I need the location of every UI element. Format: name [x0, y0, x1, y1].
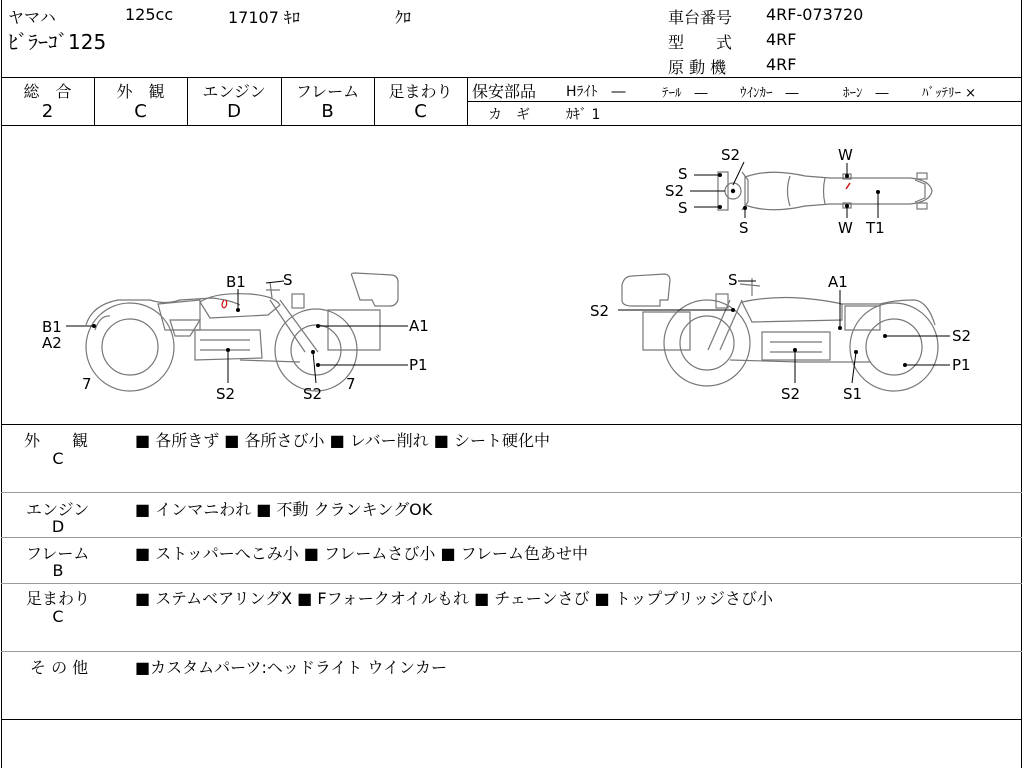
remark-grade: C: [52, 449, 64, 468]
damage-dots: [92, 173, 907, 367]
remark-text: ■カスタムパーツ:ヘッドライト ウインカー: [135, 658, 447, 677]
key-value: ｶｷﾞ 1: [566, 107, 601, 123]
mark-label: W: [838, 219, 853, 237]
key-label: カ ギ: [488, 107, 530, 123]
rule-remark: [1, 651, 1022, 652]
safety-headlight: Hﾗｲﾄ ―: [566, 84, 626, 100]
mark-label: S2: [721, 146, 741, 164]
bike-right-view: [622, 274, 938, 391]
mark-label: A1: [828, 273, 848, 291]
remark-text: ■ 各所きず ■ 各所さび小 ■ レバー削れ ■ シート硬化中: [135, 431, 550, 450]
mark-label: T1: [866, 219, 885, 237]
mark-label: B1: [226, 273, 246, 291]
mark-label: S2: [952, 327, 972, 345]
color: ｸﾛ: [395, 8, 412, 27]
red-mark: [222, 300, 227, 308]
exterior-grade: C: [134, 101, 147, 122]
rule-remark: [1, 492, 1022, 493]
mark-label: 7: [82, 375, 92, 393]
mark-label: W: [838, 146, 853, 164]
mark-label: S: [728, 271, 738, 289]
suspension-grade-label: 足まわり: [388, 82, 453, 101]
engine-grade-label: エンジン: [202, 82, 266, 101]
mark-label: S: [739, 219, 749, 237]
frame-grade-label: フレーム: [295, 82, 360, 101]
mark-label: S2: [303, 385, 323, 403]
rule-diagram-bottom: [1, 424, 1022, 425]
rule-safety-mid: [467, 101, 1022, 102]
type-label: 型 式: [668, 33, 733, 52]
red-mark: [846, 183, 850, 189]
mark-label: B1: [42, 318, 62, 336]
safety-tail: ﾃｰﾙ ―: [662, 86, 708, 101]
type-value: 4RF: [766, 30, 797, 49]
remark-text: ■ ストッパーへこみ小 ■ フレームさび小 ■ フレーム色あせ中: [135, 544, 589, 563]
remark-label: そ の 他: [30, 658, 89, 677]
safety-battery: ﾊﾞｯﾃﾘｰ ×: [922, 86, 977, 101]
mileage: 17107 ｷﾛ: [228, 8, 300, 27]
safety-winker: ｳｲﾝｶｰ ―: [740, 86, 799, 101]
safety-horn: ﾎｰﾝ ―: [843, 86, 889, 101]
frame-grade: B: [321, 101, 334, 122]
mark-label: 7: [346, 375, 356, 393]
maker: ヤマハ: [8, 8, 56, 27]
remark-text: ■ インマニわれ ■ 不動 クランキングOK: [135, 500, 433, 519]
engine-label: 原 動 機: [668, 58, 727, 77]
frame-no: 4RF-073720: [766, 5, 864, 24]
remark-text: ■ ステムベアリングX ■ Fフォークオイルもれ ■ チェーンさび ■ トップブリッジさび小: [135, 589, 773, 608]
grade-divider: [467, 77, 468, 125]
overall-grade: 2: [41, 101, 54, 122]
safety-label: 保安部品: [472, 82, 537, 101]
rule-remark-bottom: [1, 719, 1022, 720]
mark-label: S2: [590, 302, 610, 320]
mark-label: S1: [843, 385, 863, 403]
mark-label: S: [678, 165, 688, 183]
rule-remark: [1, 537, 1022, 538]
bike-top-view: [718, 172, 932, 210]
bike-diagram: [0, 126, 1024, 424]
mark-label: P1: [409, 356, 428, 374]
remark-grade: B: [52, 561, 64, 580]
mark-label: A1: [409, 317, 429, 335]
remark-grade: D: [51, 517, 65, 536]
rule-remark: [1, 583, 1022, 584]
displacement: 125cc: [125, 5, 174, 24]
overall-label: 総 合: [23, 82, 72, 101]
remark-label: エンジン: [26, 500, 90, 519]
mark-label: S: [283, 271, 293, 289]
mark-label: S2: [216, 385, 236, 403]
mark-label: A2: [42, 334, 62, 352]
mark-label: S2: [665, 182, 685, 200]
remark-label: 足まわり: [26, 589, 91, 608]
diagram-labels: [42, 146, 971, 403]
mark-label: S: [678, 199, 688, 217]
frame-no-label: 車台番号: [668, 8, 733, 27]
exterior-label: 外 観: [116, 82, 165, 101]
leader-lines: [66, 162, 950, 383]
mark-label: P1: [952, 356, 971, 374]
remark-label: 外 観: [24, 431, 89, 450]
engine-value: 4RF: [766, 55, 797, 74]
model-name: ﾋﾞﾗｰｺﾞ125: [8, 30, 107, 54]
suspension-grade: C: [414, 101, 427, 122]
remark-label: フレーム: [26, 544, 90, 563]
mark-label: S2: [781, 385, 801, 403]
remark-grade: C: [52, 607, 64, 626]
rule-top: [1, 77, 1022, 78]
engine-grade: D: [227, 101, 241, 122]
